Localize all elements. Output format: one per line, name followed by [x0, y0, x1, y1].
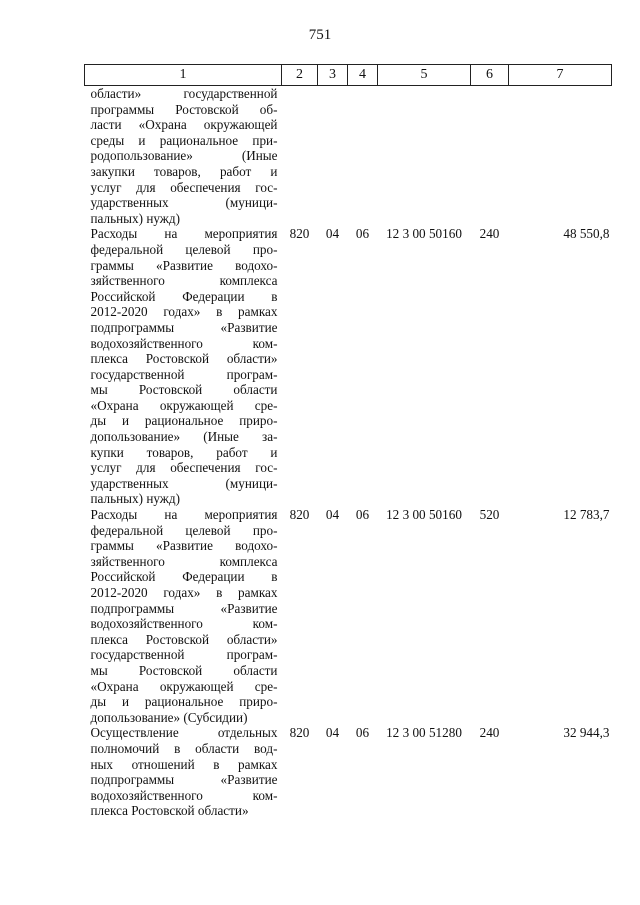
- description-line: государственной програм-: [90, 647, 278, 663]
- column-header-3: 3: [318, 65, 348, 86]
- description-line: полномочий в области вод-: [90, 740, 278, 756]
- description-line: области» государственной: [90, 86, 278, 101]
- description-line: допользование» (Субсидии): [90, 709, 248, 725]
- expense-type-code: [471, 86, 509, 227]
- description-line: среды и рациональное при-: [90, 132, 278, 148]
- description-line: программы Ростовской об-: [90, 101, 278, 117]
- description-line: ударственных (муници-: [90, 195, 278, 211]
- description-line: водохозяйственного ком-: [90, 787, 278, 803]
- description-line: услуг для обеспечения гос-: [90, 460, 278, 476]
- description-line: подпрограммы «Развитие: [90, 319, 278, 335]
- expense-type-code: 520: [479, 507, 500, 523]
- description-line: ды и рациональное приро-: [90, 413, 278, 429]
- description-line: «Охрана окружающей сре-: [90, 678, 278, 694]
- amount-value: 12 783,7: [563, 507, 610, 523]
- description-line: Расходы на мероприятия: [90, 226, 278, 242]
- target-article-code: 12 3 00 50160: [386, 226, 462, 242]
- row-description: [85, 226, 282, 507]
- page-number: 751: [308, 27, 332, 43]
- description-line: плекса Ростовской области»: [90, 631, 278, 647]
- description-line: водохозяйственного ком-: [90, 335, 278, 351]
- column-header-7: 7: [509, 65, 612, 86]
- description-line: ударственных (муници-: [90, 475, 278, 491]
- description-line: пальных) нужд): [90, 210, 181, 226]
- amount-value: 32 944,3: [563, 725, 610, 741]
- section-code: 04: [325, 226, 340, 242]
- description-line: плекса Ростовской области»: [90, 803, 249, 819]
- description-line: ды и рациональное приро-: [90, 694, 278, 710]
- description-line: пальных) нужд): [90, 491, 181, 507]
- subsection-code: 06: [355, 725, 370, 741]
- row-description: [85, 507, 282, 725]
- description-line: Расходы на мероприятия: [90, 507, 278, 523]
- ministry-code: 820: [289, 226, 310, 242]
- table-body: [85, 86, 612, 819]
- description-line: Российской Федерации в: [90, 569, 278, 585]
- column-header-5: 5: [378, 65, 471, 86]
- expense-type-code: 240: [479, 226, 500, 242]
- description-line: допользование» (Иные за-: [90, 429, 278, 445]
- row-description: [85, 86, 282, 227]
- description-line: федеральной целевой про-: [90, 522, 278, 538]
- target-article-code: 12 3 00 51280: [386, 725, 462, 741]
- table-row: [85, 86, 612, 227]
- description-line: Осуществление отдельных: [90, 725, 278, 741]
- description-line: водохозяйственного ком-: [90, 616, 278, 632]
- description-line: мы Ростовской области: [90, 382, 278, 398]
- amount-value: [509, 86, 612, 227]
- subsection-code: 06: [355, 507, 370, 523]
- ministry-code: 820: [289, 507, 310, 523]
- section-code: 04: [325, 725, 340, 741]
- section-code: [318, 86, 348, 227]
- description-line: граммы «Развитие водохо-: [90, 257, 278, 273]
- description-line: 2012-2020 годах» в рамках: [90, 304, 278, 320]
- description-line: купки товаров, работ и: [90, 444, 278, 460]
- description-line: ных отношений в рамках: [90, 756, 278, 772]
- description-line: закупки товаров, работ и: [90, 163, 278, 179]
- description-line: ласти «Охрана окружающей: [90, 117, 278, 133]
- description-line: подпрограммы «Развитие: [90, 600, 278, 616]
- description-line: Российской Федерации в: [90, 288, 278, 304]
- table-row: [85, 725, 612, 819]
- section-code: 04: [325, 507, 340, 523]
- table-row: [85, 507, 612, 725]
- target-article-code: 12 3 00 50160: [386, 507, 462, 523]
- subsection-code: 06: [355, 226, 370, 242]
- description-line: плекса Ростовской области»: [90, 351, 278, 367]
- description-line: федеральной целевой про-: [90, 241, 278, 257]
- description-line: «Охрана окружающей сре-: [90, 397, 278, 413]
- description-line: услуг для обеспечения гос-: [90, 179, 278, 195]
- ministry-code: [282, 86, 318, 227]
- description-line: 2012-2020 годах» в рамках: [90, 585, 278, 600]
- target-article-code: [378, 86, 471, 227]
- column-header-2: 2: [282, 65, 318, 86]
- description-line: мы Ростовской области: [90, 662, 278, 678]
- description-line: зяйственного комплекса: [90, 273, 278, 289]
- row-description: [85, 725, 282, 819]
- column-header-1: 1: [85, 65, 282, 86]
- column-header-4: 4: [348, 65, 378, 86]
- description-line: родопользование» (Иные: [90, 148, 278, 164]
- description-line: граммы «Развитие водохо-: [90, 538, 278, 554]
- table-header-row: [85, 65, 612, 86]
- expense-type-code: 240: [479, 725, 500, 741]
- subsection-code: [348, 86, 378, 227]
- column-header-6: 6: [471, 65, 509, 86]
- description-line: государственной програм-: [90, 366, 278, 382]
- description-line: подпрограммы «Развитие: [90, 772, 278, 788]
- ministry-code: 820: [289, 725, 310, 741]
- description-line: зяйственного комплекса: [90, 553, 278, 569]
- amount-value: 48 550,8: [563, 226, 610, 242]
- budget-table: [84, 64, 612, 819]
- table-row: [85, 226, 612, 507]
